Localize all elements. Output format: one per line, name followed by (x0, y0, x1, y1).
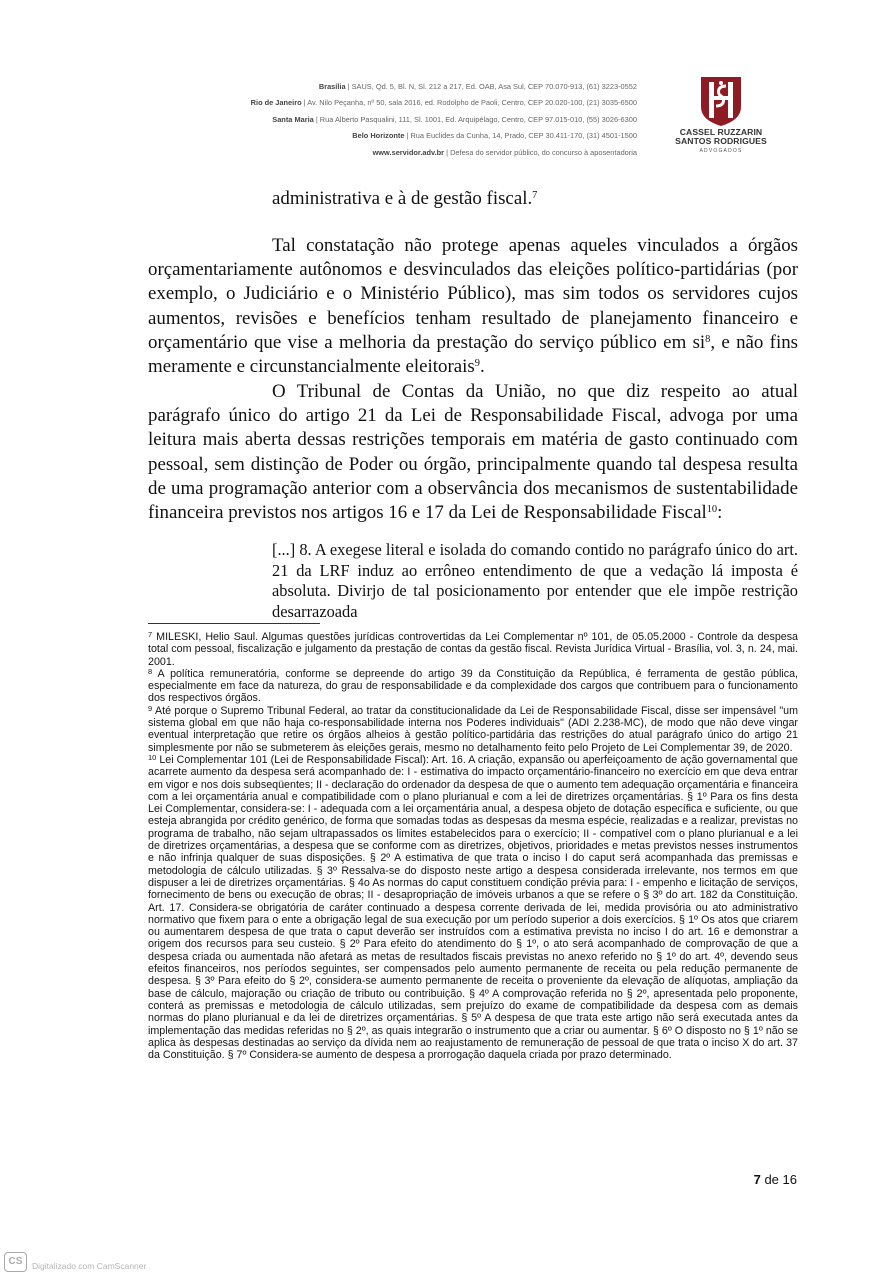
footnote-9: $^9$ Até porque o Supremo Tribunal Federal, ao tratar da constitucionalidade da Lei de Responsabilidade Fiscal, disse ser impensável "um sistema global em que não haja co-responsabilidade interna nos Poderes individuais" (ADI 2.238-MC), de modo que não deve vingar eventual interpretação que retire os órgãos alheios à gestão político-partidária das restrições do atual parágrafo único do artigo 21 simplesmente por não se submeterem às eleições gerais, mesmo no detalhamento feito pelo Projeto de Lei Complementar 39, de 2020. (148, 703, 798, 754)
paragraph-tcu: O Tribunal de Contas da União, no que diz respeito ao atual parágrafo único do artigo 21 da Lei de Responsabilidade Fiscal, advoga por uma leitura mais aberta dessas restrições temporais em matéria de gasto continuado com pessoal, sem distinção de Poder ou órgão, principalmente quando tal despesa resulta de uma programação anterior com a observância dos mecanismos de sustentabilidade financeira previstos nos artigos 16 e 17 da Lei de Responsabilidade Fiscal$^{10}$: (148, 381, 798, 524)
office-rio-de-janeiro: Rio de Janeiro | Av. Nilo Peçanha, nº 50, sala 2016, ed. Rodolpho de Paoli, Centro, CEP 20.020-100, (21) 3035-6500 (250, 98, 637, 108)
firm-name-line-2: SANTOS RODRIGUES (675, 136, 767, 147)
page-number: 7 de 16 (753, 1172, 797, 1187)
office-brasilia: Brasília | SAUS, Qd. 5, Bl. N, Sl. 212 a 217, Ed. OAB, Asa Sul, CEP 70.070-913, (61) 3223-0552 (318, 82, 637, 91)
scanner-watermark: Digitalizado com CamScanner (32, 1261, 147, 1271)
footnote-ref-10: 10 (706, 503, 718, 515)
footnote-10: $^{10}$ Lei Complementar 101 (Lei de Responsabilidade Fiscal): Art. 16. A criação, expansão ou aperfeiçoamento de ação governamental que acarrete aumento da despesa será acompanhado de: I - estimativa do impacto orçamentário-financeiro no exercício em que deva entrar em vigor e nos dois subseqüentes; II - declaração do ordenador da despesa de que o aumento tem adequação orçamentária e financeira com a lei orçamentária anual e compatibilidade com o plano plurianual e com a lei de diretrizes orçamentárias. § 1º Para os fins desta Lei Complementar, considera-se: I - adequada com a lei orçamentária anual, a despesa objeto de dotação específica e suficiente, ou que esteja abrangida por crédito genérico, de forma que somadas todas as despesas da mesma espécie, realizadas e a realizar, previstas no programa de trabalho, não sejam ultrapassados os limites estabelecidos para o exercício; II - compatível com o plano plurianual e a lei de diretrizes orçamentárias, a despesa que se conforme com as diretrizes, objetivos, prioridades e metas previstos nesses instrumentos e não infrinja qualquer de suas disposições. § 2º A estimativa de que trata o inciso I do caput será acompanhada das premissas e metodologia de cálculo utilizadas. § 3º Ressalva-se do disposto neste artigo a despesa considerada irrelevante, nos termos em que dispuser a lei de diretrizes orçamentárias. § 4o As normas do caput constituem condição prévia para: I - empenho e licitação de serviços, fornecimento de bens ou execução de obras; II - desapropriação de imóveis urbanos a que se refere o § 3º do art. 182 da Constituição. Art. 17. Considera-se obrigatória de caráter continuado a despesa corrente derivada de lei, medida provisória ou ato administrativo normativo que fixem para o ente a obrigação legal de sua execução por um período superior a dois exercícios. § 1º Os atos que criarem ou aumentarem despesa de que trata o caput deverão ser instruídos com a estimativa prevista no inciso I do art. 16 e demonstrar a origem dos recursos para seu custeio. § 2º Para efeito do atendimento do § 1º, o ato será acompanhado de comprovação de que a despesa criada ou aumentada não afetará as metas de resultados fiscais previstas no anexo referido no § 1º do art. 4º, devendo seus efeitos financeiros, nos períodos seguintes, ser compensados pelo aumento permanente de receita ou pela redução permanente de despesa. § 3º Para efeito do § 2º, considera-se aumento permanente de receita o proveniente da elevação de alíquotas, ampliação da base de cálculo, majoração ou criação de tributo ou contribuição. § 4º A comprovação referida no § 2º, apresentada pelo proponente, conterá as premissas e metodologia de cálculo utilizadas, sem prejuízo do exame de compatibilidade da despesa com as demais normas do plano plurianual e da lei de diretrizes orçamentárias. § 5º A despesa de que trata este artigo não será executada antes da implementação das medidas referidas no § 2º, as quais integrarão o instrumento que a criar ou aumentar. § 6º O disposto no § 1º não se aplica às despesas destinadas ao serviço da dívida nem ao reajustamento de remuneração de pessoal de que trata o inciso X do art. 37 da Constituição. § 7º Considera-se aumento de despesa a prorrogação daquela criada por prazo determinado. (148, 752, 798, 1062)
paragraph-constatacao: Tal constatação não protege apenas aqueles vinculados a órgãos orçamentariamente autônomos e desvinculados das eleições político-partidárias (por exemplo, o Judiciário e o Ministério Público), mas sim todos os servidores cujos aumentos, revisões e benefícios tenham resultado de planejamento financeiro e orçamentário que vise a melhoria da prestação do serviço público em $si^8$, e não fins meramente e circunstancialmente eleitorais$^9$. (148, 235, 798, 378)
firm-emblem-icon (697, 74, 745, 128)
firm-name-line-1: CASSEL RUZZARIN (679, 127, 763, 137)
footnote-ref-7: 7 (532, 189, 538, 201)
camscanner-icon: CS (4, 1252, 27, 1272)
footnote-8: $^8$ A política remuneratória, conforme se depreende do artigo 39 da Constituição da República, é ferramenta de gestão pública, especialmente em face da natureza, do grau de responsabilidade e da complexidade dos cargos que contribuem para o funcionamento dos respectivos órgãos. (148, 666, 798, 705)
footnote-7: $^7$ MILESKI, Helio Saul. Algumas questões jurídicas controvertidas da Lei Complementar nº 101, de 05.05.2000 - Controle da despesa total com pessoal, fiscalização e julgamento da prestação de contas da gestão fiscal. Revista Jurídica Virtual - Brasília, vol. 3, n. 24, mai. 2001. (148, 630, 798, 668)
firm-logo (668, 74, 774, 155)
footnote-divider (148, 623, 320, 624)
firm-subtitle: ADVOGADOS (699, 147, 743, 154)
office-belo-horizonte: Belo Horizonte | Rua Euclides da Cunha, 14, Prado, CEP 30.411-170, (31) 4501-1500 (352, 131, 637, 141)
footnotes (148, 631, 798, 1061)
footnote-ref-8: 8 (705, 333, 711, 345)
paragraph-continuation: administrativa e à de gestão fiscal.$^7$ (272, 188, 538, 209)
office-santa-maria: Santa Maria | Rua Alberto Pasqualini, 111, Sl. 1001, Ed. Arquipélago, Centro, CEP 97.015-010, (55) 3026-6300 (272, 114, 637, 124)
block-quote: [...] 8. A exegese literal e isolada do comando contido no parágrafo único do art. 21 da LRF induz ao errôneo entendimento de que a vedação lá imposta é absoluta. Divirjo de tal posicionamento por entender que ele impõe restrição desarrazoada (272, 540, 798, 621)
website-line: www.servidor.adv.br | Defesa do servidor público, do concurso à aposentadoria (372, 147, 637, 157)
letterhead-addresses (177, 79, 637, 161)
footnote-ref-9: 9 (474, 357, 480, 369)
